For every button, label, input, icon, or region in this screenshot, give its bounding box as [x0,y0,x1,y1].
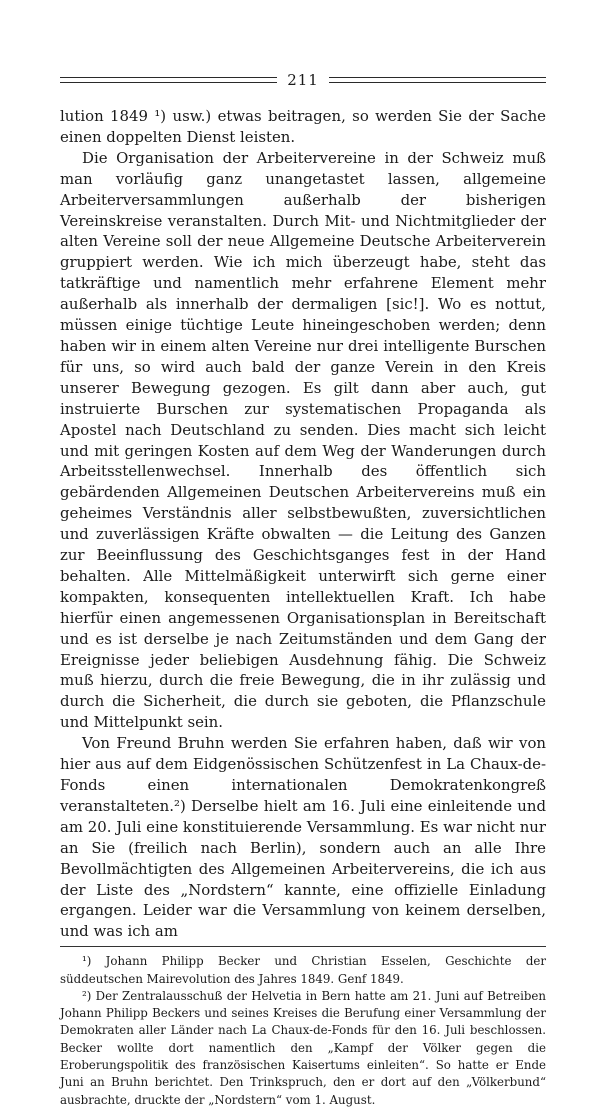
paragraph-bruhn: Von Freund Bruhn werden Sie erfahren haben, daß wir von hier aus auf dem Eidgenössischen Schützenfest in La Chaux-de-Fonds einen internationalen Demokratenkongreß veranstalteten.²) Derselbe hielt am 16. Juli eine einleitende und am 20. Juli eine konstituierende Versammlung. Es war nicht nur an Sie (freilich nach Berlin), sondern auch an alle Ihre Bevollmächtigten des Allgemeinen Arbeitervereins, die ich aus der Liste des „Nordstern“ kannte, eine offizielle Einladung ergangen. Leider war die Versammlung von keinem derselben, und was ich am [60,734,546,941]
footnote-2: ²) Der Zentralausschuß der Helvetia in Bern hatte am 21. Juni auf Betreiben Johann Philipp Beckers und seines Kreises die Berufung einer Versammlung der Demokraten aller Länder nach La Chaux-de-Fonds für den 16. Juli beschlossen. Becker wollte dort namentlich den „Kampf der Völker gegen die Eroberungspolitik des französischen Kaisertums einleiten“. So hatte er Ende Juni an Bruhn berichtet. Den Trinkspruch, den er dort auf den „Völkerbund“ ausbrachte, druckte der „Nordstern“ vom 1. August. [60,988,546,1107]
paragraph-continuation: lution 1849 ¹) usw.) etwas beitragen, so werden Sie der Sache einen doppelten Dienst leisten. [60,107,546,146]
paragraph-organisation: Die Organisation der Arbeitervereine in der Schweiz muß man vorläufig ganz unangetastet lassen, allgemeine Arbeiterversammlungen außerhalb der bisherigen Vereinskreise veranstalten. Durch Mit- und Nichtmitglieder der alten Vereine soll der neue Allgemeine Deutsche Arbeiterverein gruppiert werden. Wie ich mich überzeugt habe, steht das tatkräftige und namentlich mehr erfahrene Element mehr außerhalb als innerhalb der dermaligen [sic!]. Wo es nottut, müssen einige tüchtige Leute hineingeschoben werden; denn haben wir in einem alten Vereine nur drei intelligente Burschen für uns, so wird auch bald der ganze Verein in den Kreis unserer Bewegung gezogen. Es gilt dann aber auch, gut instruierte Burschen zur systematischen Propaganda als Apostel nach Deutschland zu senden. Dies macht sich leicht und mit geringen Kosten auf dem Weg der Wanderungen durch Arbeitsstellenwechsel. Innerhalb des öffentlich sich gebärdenden Allgemeinen Deutschen Arbeitervereins muß ein geheimes Verständnis aller selbstbewußten, zuversichtlichen und zuverlässigen Kräfte obwalten — die Leitung des Ganzen zur Beeinflussung des Geschichtsganges fest in der Hand behalten. Alle Mittelmäßigkeit unterwirft sich gerne einer kompakten, konsequenten intellektuellen Kraft. Ich habe hierfür einen angemessenen Organisationsplan in Bereitschaft und es ist derselbe je nach Zeitumständen und dem Gang der Ereignisse jeder beliebigen Ausdehnung fähig. Die Schweiz muß hierzu, durch die freie Bewegung, die in ihr zulässig und durch die Sicherheit, die durch sie geboten, die Pflanzschule und Mittelpunkt sein. [60,148,546,732]
book-page [60,68,546,1109]
header-rule-left [60,77,277,83]
header-rule-right [329,77,546,83]
main-text [60,106,546,942]
footnotes [60,953,546,1109]
page-header [60,68,546,92]
footnote-1: ¹) Johann Philipp Becker und Christian Esselen, Geschichte der süddeutschen Mairevolution des Jahres 1849. Genf 1849. [60,954,546,986]
page-number: 211 [287,71,319,89]
footnote-divider [60,946,546,947]
